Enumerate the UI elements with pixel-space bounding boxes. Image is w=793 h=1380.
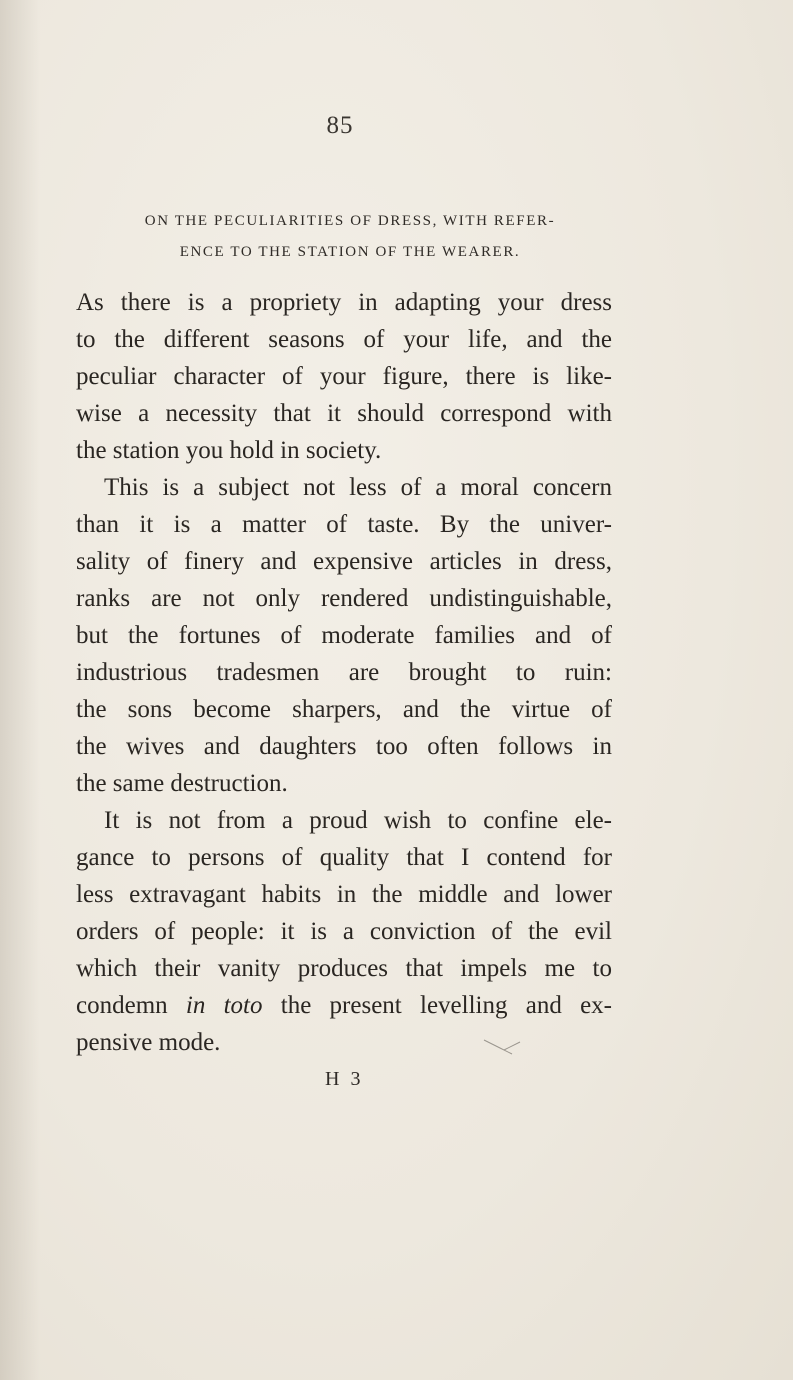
text-segment: industrious tradesmen are brought to ruin:: [76, 659, 612, 686]
text-line: [76, 395, 612, 432]
text-segment: which their vanity produces that impels me to: [76, 955, 612, 982]
text-segment: less extravagant habits in the middle and lower: [76, 881, 612, 908]
text-segment: wise a necessity that it should correspond with: [76, 400, 612, 427]
text-segment: As there is a propriety in adapting your dress: [76, 289, 612, 316]
text-line: [76, 654, 612, 691]
text-segment: the sons become sharpers, and the virtue of: [76, 696, 612, 723]
heading-line: ON THE PECULIARITIES OF DRESS, WITH REFER-: [144, 213, 556, 229]
text-segment: ranks are not only rendered undistinguishable,: [76, 585, 612, 612]
text-line: [76, 913, 612, 950]
text-segment: sality of finery and expensive articles in dress,: [76, 548, 612, 575]
signature-mark: H 3: [325, 1068, 364, 1090]
text-line: [76, 765, 612, 802]
text-segment: pensive mode.: [76, 1029, 221, 1056]
text-line: [76, 1024, 612, 1061]
text-segment: This is a subject not less of a moral concern: [104, 474, 612, 501]
text-line: [76, 543, 612, 580]
text-segment: but the fortunes of moderate families and of: [76, 622, 612, 649]
pencil-mark: [482, 1036, 522, 1056]
text-line: [76, 617, 612, 654]
text-segment: condemn: [76, 992, 186, 1019]
body-text: [76, 284, 612, 1061]
text-line: [76, 321, 612, 358]
text-line: [76, 691, 612, 728]
text-segment: the station you hold in society.: [76, 437, 382, 464]
text-segment: It is not from a proud wish to confine ele-: [104, 807, 612, 834]
text-line: [76, 876, 612, 913]
text-segment: peculiar character of your figure, there is like-: [76, 363, 612, 390]
gutter-shadow: [0, 0, 40, 1380]
italic-phrase: in toto: [185, 992, 263, 1019]
text-line: [76, 432, 612, 469]
text-line: [76, 987, 612, 1024]
text-line: [76, 358, 612, 395]
text-segment: the same destruction.: [76, 770, 288, 797]
text-segment: orders of people: it is a conviction of the evil: [76, 918, 612, 945]
text-line: [76, 950, 612, 987]
text-line: [76, 580, 612, 617]
page-number: 85: [326, 112, 354, 139]
text-line: [76, 839, 612, 876]
heading-line: ENCE TO THE STATION OF THE WEARER.: [179, 244, 521, 260]
text-segment: the present levelling and ex-: [262, 992, 612, 1019]
text-line: [76, 506, 612, 543]
text-line: [76, 728, 612, 765]
text-segment: to the different seasons of your life, and the: [76, 326, 612, 353]
section-heading: [80, 206, 620, 268]
text-segment: than it is a matter of taste. By the univer-: [76, 511, 612, 538]
text-line: [76, 284, 612, 321]
text-segment: gance to persons of quality that I contend for: [76, 844, 612, 871]
text-line: [76, 802, 612, 839]
text-line: [76, 469, 612, 506]
text-segment: the wives and daughters too often follows in: [76, 733, 612, 760]
